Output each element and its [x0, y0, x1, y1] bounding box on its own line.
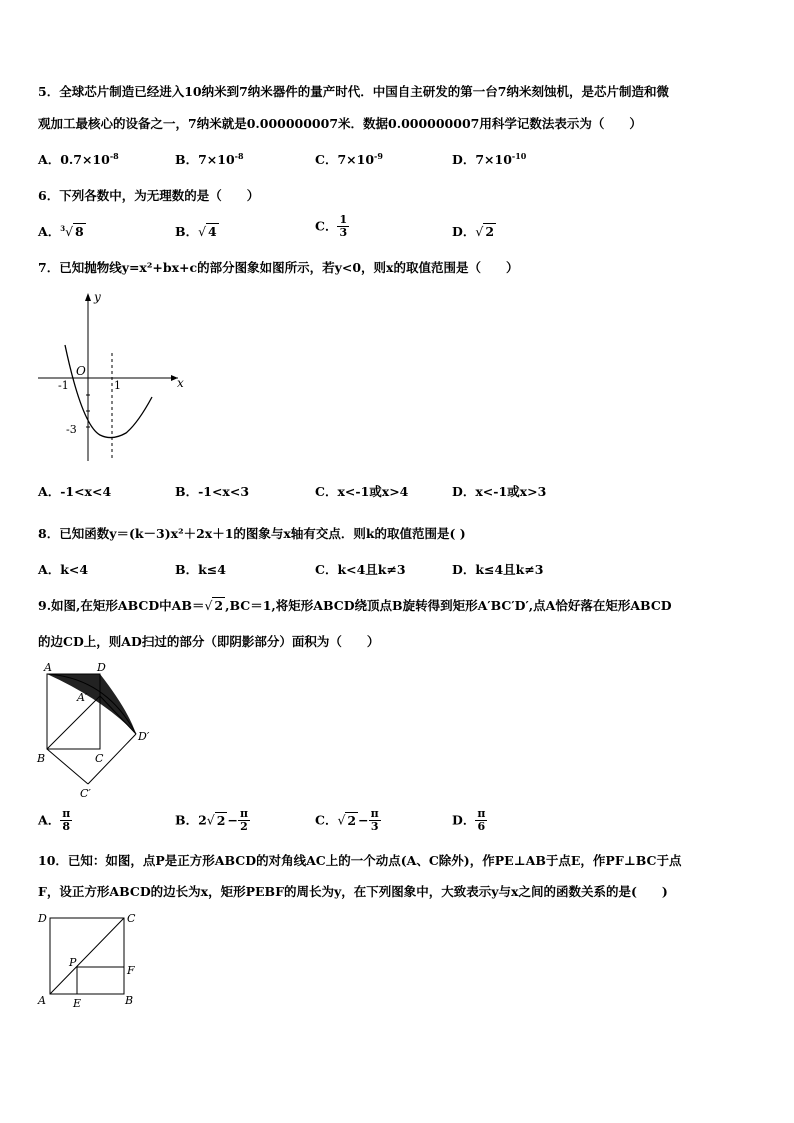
q7-parabola-figure [30, 285, 190, 465]
q6-option-a[interactable]: A．$^3$√ 8 [38, 223, 84, 239]
q7-option-b[interactable]: B．-1<x<3 [175, 484, 250, 499]
q10-diagonal-ac [50, 918, 124, 994]
q10-label-p: P [69, 956, 77, 969]
q7-option-c[interactable]: C．x<-1或x>4 [315, 484, 409, 499]
q9-label-d-prime: D′ [138, 730, 150, 743]
q9-option-a[interactable]: A． $\frac{\pi}{8}$ [38, 807, 71, 833]
q9-label-b: B [37, 752, 46, 765]
q7-option-a[interactable]: A．-1<x<4 [38, 484, 112, 499]
q8-option-c[interactable]: C．k<4且k≠3 [315, 562, 406, 577]
q7-x-label: x [177, 376, 184, 390]
q5-stem-line1: 5．全球芯片制造已经进入10纳米到7纳米器件的量产时代．中国自主研发的第一台7纳米刻蚀机，是芯片制造和微 [38, 84, 669, 99]
q10-label-d: D [38, 912, 47, 925]
q7-neg1-label: -1 [58, 379, 69, 392]
q9-stem-line1: 9.如图,在矩形ABCD中AB＝√ 2 ,BC＝1,将矩形ABCD绕顶点B旋转得到矩形A′BC′D′,点A恰好落在矩形ABCD [38, 598, 672, 613]
q5-option-d[interactable]: D．$7\times 10^{-10}$ [452, 150, 527, 167]
q9-rectangle-figure [36, 660, 166, 800]
q9-label-c-prime: C′ [80, 787, 91, 800]
q9-label-a: A [44, 661, 52, 674]
q8-stem: 8．已知函数y＝(k－3)x²＋2x＋1的图象与x轴有交点．则k的取值范围是( ) [38, 526, 466, 541]
q7-y-label: y [94, 290, 101, 304]
q9-label-d: D [97, 661, 106, 674]
q5-option-b[interactable]: B．$7\times 10^{-8}$ [175, 150, 244, 167]
q5-option-c[interactable]: C．$7\times 10^{-9}$ [315, 150, 383, 167]
q6-option-b[interactable]: B．√ 4 [175, 224, 217, 239]
q7-neg3-label: -3 [66, 423, 77, 436]
q6-option-d[interactable]: D．√ 2 [452, 224, 495, 239]
q5-option-a[interactable]: A．$0.7\times 10^{-8}$ [38, 150, 119, 167]
q7-parabola-curve [65, 345, 152, 438]
q7-origin-label: O [76, 364, 86, 378]
q8-option-b[interactable]: B．k≤4 [175, 562, 226, 577]
q9-option-d[interactable]: D． $\frac{\pi}{6}$ [452, 807, 486, 833]
q10-rectangle-pebf [77, 967, 124, 994]
q8-option-a[interactable]: A．k<4 [38, 562, 89, 577]
q7-one-label: 1 [114, 379, 121, 392]
q9-label-c: C [95, 752, 104, 765]
q9-label-a-prime: A′ [77, 691, 88, 704]
q5-stem-line2: 观加工最核心的设备之一，7纳米就是0.000000007米．数据0.000000007用科学记数法表示为（ ） [38, 116, 642, 131]
q7-stem: 7．已知抛物线y=x²+bx+c的部分图象如图所示，若y<0，则x的取值范围是（ ） [38, 260, 519, 275]
q9-option-c[interactable]: C．√ 2 − $\frac{\pi}{3}$ [315, 807, 379, 833]
q10-label-c: C [127, 912, 136, 925]
q10-label-e: E [73, 997, 82, 1010]
q10-stem-line2: F，设正方形ABCD的边长为x，矩形PEBF的周长为y，在下列图象中，大致表示y与x之间的函数关系的是( ) [38, 884, 668, 899]
q10-label-f: F [127, 964, 135, 977]
q10-label-a: A [38, 994, 46, 1007]
q10-label-b: B [125, 994, 134, 1007]
q10-square-figure [36, 908, 146, 1010]
q6-option-c[interactable]: C． $\frac{1}{3}$ [315, 213, 348, 239]
q6-stem: 6．下列各数中，为无理数的是（ ） [38, 188, 260, 203]
q9-stem-line2: 的边CD上，则AD扫过的部分（即阴影部分）面积为（ ） [38, 634, 380, 649]
q10-stem-line1: 10．已知：如图，点P是正方形ABCD的对角线AC上的一个动点(A、C除外)，作PE⊥AB于点E，作PF⊥BC于点 [38, 853, 682, 868]
q7-y-arrow [85, 293, 91, 301]
q7-option-d[interactable]: D．x<-1或x>3 [452, 484, 547, 499]
q8-option-d[interactable]: D．k≤4且k≠3 [452, 562, 544, 577]
q9-option-b[interactable]: B．2√ 2 − $\frac{\pi}{2}$ [175, 807, 248, 833]
